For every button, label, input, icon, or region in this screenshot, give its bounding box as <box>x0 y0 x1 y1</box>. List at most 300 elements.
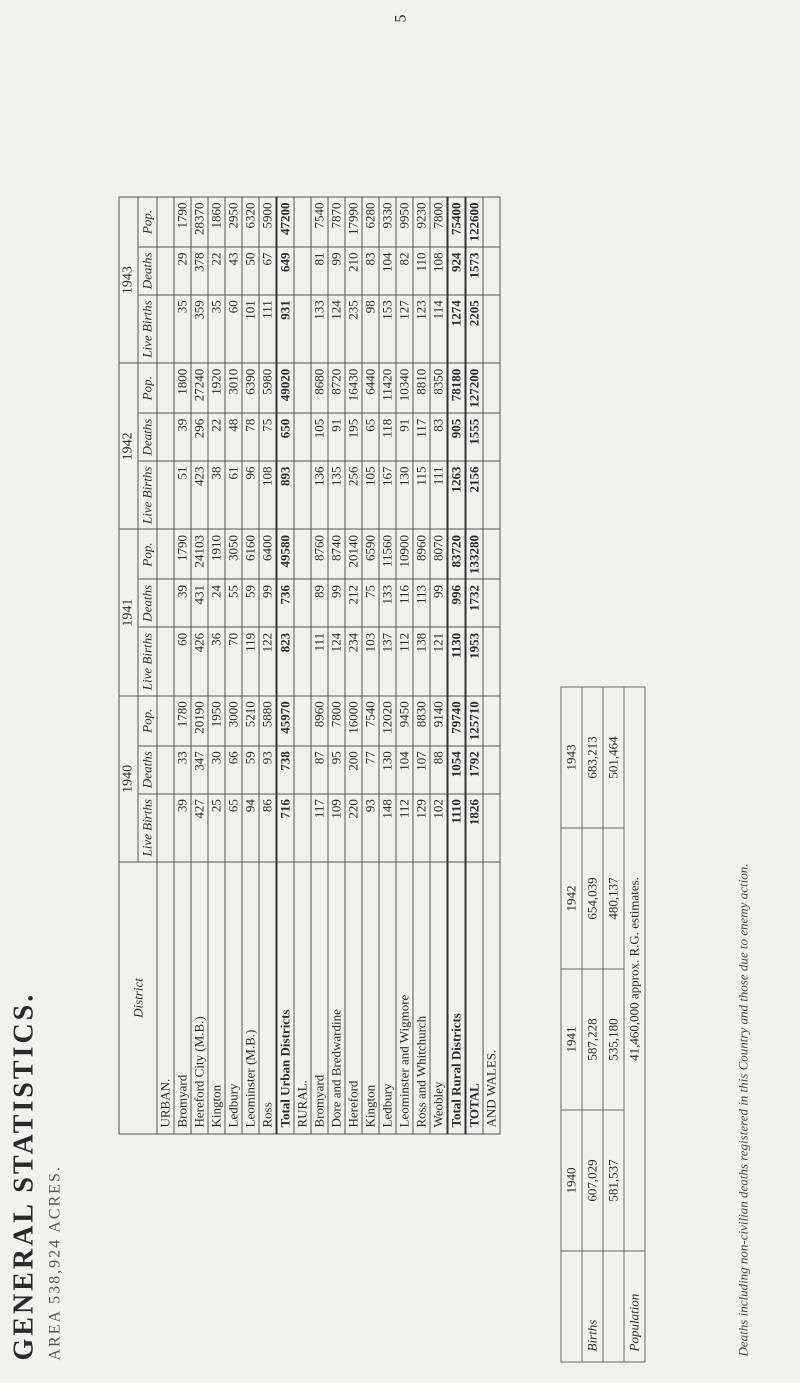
table-cell: 11420 <box>379 363 396 413</box>
table-cell: 29 <box>174 247 191 295</box>
table-cell: 93 <box>362 794 379 862</box>
table-cell: 30 <box>208 746 225 794</box>
table-cell: 99 <box>259 579 277 627</box>
district-name: Hereford <box>345 862 362 1134</box>
table-cell: 49020 <box>276 363 294 413</box>
table-cell: 1573 <box>465 247 483 295</box>
table-cell: 130 <box>396 461 413 529</box>
district-name: Total Rural Districts <box>447 862 465 1134</box>
table-cell: 1860 <box>208 197 225 247</box>
table-cell: 118 <box>379 413 396 461</box>
table-cell: 93 <box>259 746 277 794</box>
table-cell <box>157 363 174 413</box>
district-name: RURAL. <box>294 862 311 1134</box>
table-cell: 55 <box>225 579 242 627</box>
table-cell: 130 <box>379 746 396 794</box>
table-cell: 359 <box>191 295 208 363</box>
table-cell: 24103 <box>191 529 208 579</box>
table-cell <box>483 696 500 746</box>
table-row <box>311 197 328 1134</box>
table-cell: 200 <box>345 746 362 794</box>
table-cell: 59 <box>242 579 259 627</box>
table-cell: 110 <box>413 247 430 295</box>
table-row <box>430 197 448 1134</box>
table-row <box>345 197 362 1134</box>
district-name: Dore and Bredwardine <box>328 862 345 1134</box>
table-cell: 129 <box>413 794 430 862</box>
table-cell: 122600 <box>465 197 483 247</box>
column-label: Pop. <box>138 197 157 247</box>
table-cell <box>157 461 174 529</box>
population-value: 41,460,000 approx. R.G. estimates. <box>624 687 645 1251</box>
table-cell <box>483 461 500 529</box>
table-cell <box>294 295 311 363</box>
table-cell: 109 <box>328 794 345 862</box>
grand-total-row <box>465 197 483 1134</box>
table-cell: 10340 <box>396 363 413 413</box>
table-cell: 94 <box>242 794 259 862</box>
subtotal-row <box>447 197 465 1134</box>
table-cell: 16000 <box>345 696 362 746</box>
table-cell: 59 <box>242 746 259 794</box>
table-row <box>328 197 345 1134</box>
table-cell <box>483 363 500 413</box>
table-cell: 27240 <box>191 363 208 413</box>
year-header: 1942 <box>119 363 138 529</box>
table-cell: 1826 <box>465 794 483 862</box>
table-cell: 39 <box>174 794 191 862</box>
table-cell <box>157 627 174 695</box>
table-cell: 99 <box>328 247 345 295</box>
table-cell <box>157 197 174 247</box>
table-cell: 22 <box>208 413 225 461</box>
table-cell: 81 <box>311 247 328 295</box>
table-cell: 234 <box>345 627 362 695</box>
table-cell: 3010 <box>225 363 242 413</box>
column-label: Deaths <box>138 579 157 627</box>
table-cell: 77 <box>362 746 379 794</box>
table-cell: 135 <box>328 461 345 529</box>
table-cell: 49580 <box>276 529 294 579</box>
table-cell: 210 <box>345 247 362 295</box>
table-cell: 8960 <box>413 529 430 579</box>
table-row <box>362 197 379 1134</box>
table-row <box>413 197 430 1134</box>
table-cell: 8830 <box>413 696 430 746</box>
table-cell <box>483 746 500 794</box>
table-cell: 114 <box>430 295 448 363</box>
table-cell: 79740 <box>447 696 465 746</box>
table-cell: 39 <box>174 579 191 627</box>
table-cell: 60 <box>174 627 191 695</box>
district-name: Total Urban Districts <box>276 862 294 1134</box>
births-label: Births <box>582 1251 603 1362</box>
table-cell: 5900 <box>259 197 277 247</box>
summary-year: 1941 <box>561 969 582 1110</box>
table-cell: 153 <box>379 295 396 363</box>
table-cell: 107 <box>413 746 430 794</box>
table-cell: 10900 <box>396 529 413 579</box>
table-cell: 1910 <box>208 529 225 579</box>
table-cell: 101 <box>242 295 259 363</box>
deaths-value: 535,180 <box>603 969 624 1110</box>
table-cell <box>294 363 311 413</box>
table-cell: 65 <box>225 794 242 862</box>
table-cell: 8760 <box>311 529 328 579</box>
table-cell: 108 <box>259 461 277 529</box>
table-cell: 17990 <box>345 197 362 247</box>
table-cell: 2156 <box>465 461 483 529</box>
summary-block <box>560 18 645 1363</box>
table-cell: 89 <box>311 579 328 627</box>
table-cell: 20190 <box>191 696 208 746</box>
table-cell: 148 <box>379 794 396 862</box>
table-cell: 738 <box>276 746 294 794</box>
table-cell: 6280 <box>362 197 379 247</box>
table-cell: 112 <box>396 794 413 862</box>
table-cell: 39 <box>174 413 191 461</box>
year-header: 1940 <box>119 696 138 862</box>
table-cell <box>157 413 174 461</box>
table-cell: 7800 <box>430 197 448 247</box>
table-cell: 8740 <box>328 529 345 579</box>
table-cell: 48 <box>225 413 242 461</box>
table-cell: 86 <box>259 794 277 862</box>
column-label: Pop. <box>138 363 157 413</box>
table-cell: 104 <box>379 247 396 295</box>
table-cell <box>294 696 311 746</box>
table-cell <box>157 794 174 862</box>
table-cell: 1800 <box>174 363 191 413</box>
table-cell: 117 <box>413 413 430 461</box>
table-cell: 426 <box>191 627 208 695</box>
table-cell: 220 <box>345 794 362 862</box>
page-number: 5 <box>392 14 409 23</box>
table-cell: 87 <box>311 746 328 794</box>
table-cell: 105 <box>311 413 328 461</box>
table-cell: 9330 <box>379 197 396 247</box>
table-cell: 8960 <box>311 696 328 746</box>
table-cell: 431 <box>191 579 208 627</box>
table-cell: 1790 <box>174 529 191 579</box>
table-cell: 103 <box>362 627 379 695</box>
table-cell: 25 <box>208 794 225 862</box>
section-row <box>157 197 174 1134</box>
table-cell <box>483 794 500 862</box>
table-cell: 649 <box>276 247 294 295</box>
births-value: 607,029 <box>582 1110 603 1251</box>
table-cell: 8070 <box>430 529 448 579</box>
table-cell: 35 <box>174 295 191 363</box>
table-cell: 167 <box>379 461 396 529</box>
table-cell: 1780 <box>174 696 191 746</box>
table-cell: 51 <box>174 461 191 529</box>
table-cell: 88 <box>430 746 448 794</box>
district-name: URBAN. <box>157 862 174 1134</box>
table-cell: 6400 <box>259 529 277 579</box>
table-cell: 2205 <box>465 295 483 363</box>
deaths-value: 480,137 <box>603 828 624 969</box>
table-cell: 8810 <box>413 363 430 413</box>
table-cell: 104 <box>396 746 413 794</box>
column-label: Live Births <box>138 461 157 529</box>
table-cell: 296 <box>191 413 208 461</box>
population-label: Population <box>624 1251 645 1362</box>
table-cell: 1130 <box>447 627 465 695</box>
table-cell <box>483 197 500 247</box>
table-cell: 6320 <box>242 197 259 247</box>
table-cell: 212 <box>345 579 362 627</box>
table-cell: 83 <box>362 247 379 295</box>
table-cell: 378 <box>191 247 208 295</box>
table-cell <box>294 247 311 295</box>
table-cell: 650 <box>276 413 294 461</box>
table-cell: 6390 <box>242 363 259 413</box>
table-cell: 9230 <box>413 197 430 247</box>
table-cell: 112 <box>396 627 413 695</box>
table-cell: 45970 <box>276 696 294 746</box>
table-cell <box>483 247 500 295</box>
table-cell: 70 <box>225 627 242 695</box>
table-cell: 3050 <box>225 529 242 579</box>
table-cell: 1555 <box>465 413 483 461</box>
table-cell: 91 <box>328 413 345 461</box>
table-cell: 43 <box>225 247 242 295</box>
deaths-value: 501,464 <box>603 687 624 828</box>
table-cell: 9140 <box>430 696 448 746</box>
table-cell: 1950 <box>208 696 225 746</box>
table-cell: 75 <box>362 579 379 627</box>
table-row <box>396 197 413 1134</box>
table-row <box>191 197 208 1134</box>
footnote: Deaths including non-civilian deaths registered in this Country and those due to enemy action. <box>735 863 750 1357</box>
table-cell: 98 <box>362 295 379 363</box>
table-row <box>259 197 277 1134</box>
subtotal-row <box>276 197 294 1134</box>
table-cell: 83720 <box>447 529 465 579</box>
table-cell: 195 <box>345 413 362 461</box>
table-cell: 75400 <box>447 197 465 247</box>
table-cell: 137 <box>379 627 396 695</box>
table-cell <box>157 247 174 295</box>
summary-header-blank <box>561 1251 582 1362</box>
table-cell: 133 <box>311 295 328 363</box>
district-name: Kington <box>208 862 225 1134</box>
table-cell: 5980 <box>259 363 277 413</box>
table-cell: 1953 <box>465 627 483 695</box>
deaths-label-blank <box>603 1251 624 1362</box>
table-cell: 33 <box>174 746 191 794</box>
table-cell: 996 <box>447 579 465 627</box>
table-cell <box>157 746 174 794</box>
year-header: 1943 <box>119 197 138 363</box>
table-cell: 35 <box>208 295 225 363</box>
table-cell: 347 <box>191 746 208 794</box>
table-cell: 65 <box>362 413 379 461</box>
table-cell: 8350 <box>430 363 448 413</box>
births-value: 683,213 <box>582 687 603 828</box>
table-cell: 96 <box>242 461 259 529</box>
summary-year: 1940 <box>561 1110 582 1251</box>
table-cell: 61 <box>225 461 242 529</box>
deaths-value: 581,537 <box>603 1110 624 1251</box>
table-cell <box>294 529 311 579</box>
table-cell: 423 <box>191 461 208 529</box>
table-cell: 5880 <box>259 696 277 746</box>
table-cell: 1732 <box>465 579 483 627</box>
table-cell <box>294 746 311 794</box>
summary-year: 1943 <box>561 687 582 828</box>
table-cell <box>157 295 174 363</box>
table-cell: 16430 <box>345 363 362 413</box>
table-cell <box>483 579 500 627</box>
table-cell: 133 <box>379 579 396 627</box>
table-cell: 138 <box>413 627 430 695</box>
table-row <box>225 197 242 1134</box>
table-cell: 427 <box>191 794 208 862</box>
table-cell <box>483 627 500 695</box>
table-cell: 24 <box>208 579 225 627</box>
table-cell: 111 <box>430 461 448 529</box>
table-cell: 28370 <box>191 197 208 247</box>
district-name: Ross and Whitchurch <box>413 862 430 1134</box>
table-cell: 127 <box>396 295 413 363</box>
table-cell: 115 <box>413 461 430 529</box>
page-header <box>8 992 64 1361</box>
table-cell <box>294 794 311 862</box>
section-row <box>294 197 311 1134</box>
column-label: Pop. <box>138 696 157 746</box>
table-cell: 7800 <box>328 696 345 746</box>
district-name: Weobley <box>430 862 448 1134</box>
table-cell: 91 <box>396 413 413 461</box>
district-name: Hereford City (M.B.) <box>191 862 208 1134</box>
table-row <box>208 197 225 1134</box>
statistics-table <box>118 196 500 1134</box>
table-cell: 108 <box>430 247 448 295</box>
table-cell: 7540 <box>362 696 379 746</box>
table-cell: 11560 <box>379 529 396 579</box>
table-cell: 1110 <box>447 794 465 862</box>
area-note: AREA 538,924 ACRES. <box>46 1165 63 1361</box>
table-cell: 931 <box>276 295 294 363</box>
table-cell: 5210 <box>242 696 259 746</box>
column-label: Pop. <box>138 529 157 579</box>
table-cell: 1054 <box>447 746 465 794</box>
district-name: TOTAL <box>465 862 483 1134</box>
table-cell: 82 <box>396 247 413 295</box>
table-cell: 99 <box>430 579 448 627</box>
table-cell: 83 <box>430 413 448 461</box>
table-cell: 9950 <box>396 197 413 247</box>
district-name: Bromyard <box>311 862 328 1134</box>
table-cell <box>157 579 174 627</box>
table-cell: 1792 <box>465 746 483 794</box>
table-cell: 50 <box>242 247 259 295</box>
table-cell: 136 <box>311 461 328 529</box>
table-cell: 116 <box>396 579 413 627</box>
table-cell: 36 <box>208 627 225 695</box>
table-cell: 60 <box>225 295 242 363</box>
year-header: 1941 <box>119 529 138 695</box>
table-cell <box>294 197 311 247</box>
table-cell: 1790 <box>174 197 191 247</box>
district-name: Bromyard <box>174 862 191 1134</box>
page-title: GENERAL STATISTICS. <box>8 991 39 1361</box>
table-cell <box>483 529 500 579</box>
table-cell <box>294 413 311 461</box>
district-name: Ledbury <box>379 862 396 1134</box>
table-cell: 924 <box>447 247 465 295</box>
table-cell: 235 <box>345 295 362 363</box>
table-cell <box>294 579 311 627</box>
table-cell: 12020 <box>379 696 396 746</box>
table-cell: 67 <box>259 247 277 295</box>
table-cell: 111 <box>311 627 328 695</box>
table-cell: 6160 <box>242 529 259 579</box>
table-cell: 736 <box>276 579 294 627</box>
column-label: Live Births <box>138 295 157 363</box>
table-cell: 99 <box>328 579 345 627</box>
table-row <box>379 197 396 1134</box>
column-label: Deaths <box>138 746 157 794</box>
table-cell: 127200 <box>465 363 483 413</box>
table-cell: 905 <box>447 413 465 461</box>
district-name: Ross <box>259 862 277 1134</box>
table-cell: 133280 <box>465 529 483 579</box>
summary-year: 1942 <box>561 828 582 969</box>
column-label: Live Births <box>138 627 157 695</box>
table-cell: 3000 <box>225 696 242 746</box>
table-cell: 38 <box>208 461 225 529</box>
table-cell <box>294 461 311 529</box>
table-cell: 8680 <box>311 363 328 413</box>
section-row <box>483 197 500 1134</box>
district-name: Leominster and Wigmore <box>396 862 413 1134</box>
table-cell: 1263 <box>447 461 465 529</box>
table-cell: 124 <box>328 627 345 695</box>
column-label: Live Births <box>138 794 157 862</box>
table-cell: 125710 <box>465 696 483 746</box>
table-cell <box>483 295 500 363</box>
table-cell: 893 <box>276 461 294 529</box>
table-cell: 66 <box>225 746 242 794</box>
summary-table <box>560 687 645 1363</box>
table-cell <box>157 529 174 579</box>
table-cell: 47200 <box>276 197 294 247</box>
table-cell: 6590 <box>362 529 379 579</box>
births-value: 654,039 <box>582 828 603 969</box>
table-cell <box>157 696 174 746</box>
table-cell: 113 <box>413 579 430 627</box>
table-cell: 2950 <box>225 197 242 247</box>
table-cell: 7870 <box>328 197 345 247</box>
table-cell: 20140 <box>345 529 362 579</box>
table-cell: 8720 <box>328 363 345 413</box>
table-cell: 9450 <box>396 696 413 746</box>
table-cell: 123 <box>413 295 430 363</box>
table-cell: 6440 <box>362 363 379 413</box>
column-label: Deaths <box>138 247 157 295</box>
table-cell: 78180 <box>447 363 465 413</box>
table-cell: 716 <box>276 794 294 862</box>
table-cell <box>483 413 500 461</box>
table-cell: 823 <box>276 627 294 695</box>
table-cell: 119 <box>242 627 259 695</box>
table-cell: 1920 <box>208 363 225 413</box>
table-cell: 124 <box>328 295 345 363</box>
table-cell: 121 <box>430 627 448 695</box>
